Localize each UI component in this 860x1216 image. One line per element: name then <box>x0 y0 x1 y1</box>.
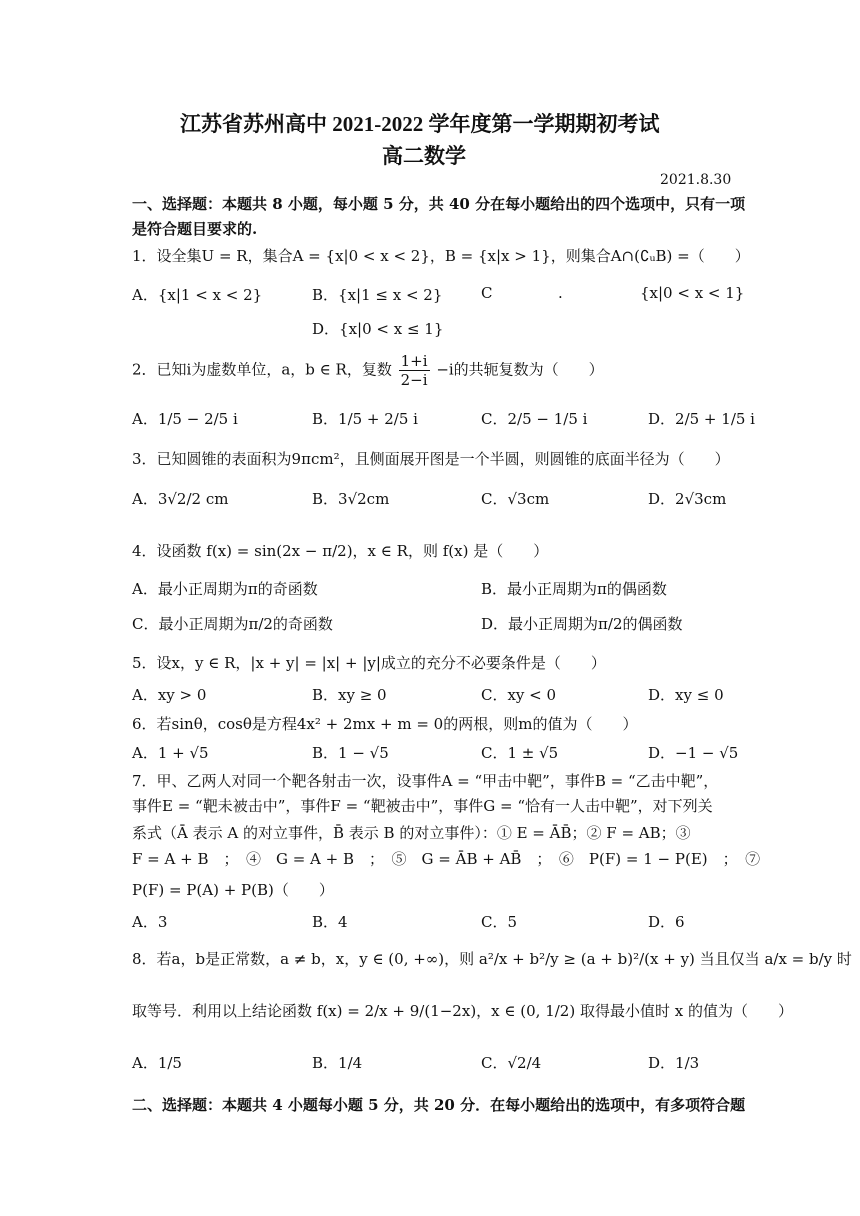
question-7-option-d: D．6 <box>648 913 685 931</box>
question-4-option-c: C．最小正周期为π/2的奇函数 <box>132 615 333 633</box>
question-4-option-d: D．最小正周期为π/2的偶函数 <box>481 615 683 633</box>
question-5-option-c: C．xy < 0 <box>481 686 557 704</box>
question-7-option-a: A．3 <box>132 913 168 931</box>
question-7-stem-line4: F = A + B ； ④ G = A + B ； ⑤ G = ĀB + AB̄ ； ⑥ P(F) = 1 − P(E) ； ⑦ <box>132 850 761 868</box>
question-3-option-b: B．3√2cm <box>312 490 390 508</box>
question-2-option-a: A．1/5 − 2/5 i <box>132 410 238 428</box>
question-5-stem: 5．设x，y ∈ R，|x + y| = |x| + |y|成立的充分不必要条件是（ ） <box>132 654 606 672</box>
question-6-stem: 6．若sinθ，cosθ是方程4x² + 2mx + m = 0的两根，则m的值为（ ） <box>132 715 638 733</box>
question-2-stem-b: −i的共轭复数为（ ） <box>436 360 604 379</box>
question-1-stem: 1．设全集U = R，集合A = {x|0 < x < 2}，B = {x|x > 1}，则集合A∩(∁ᵤB) =（ ） <box>132 247 750 265</box>
question-1-option-b: B．{x|1 ≤ x < 2} <box>312 286 443 304</box>
question-8-option-a: A．1/5 <box>132 1054 182 1072</box>
question-8-stem-line1: 8．若a，b是正常数，a ≠ b，x，y ∈ (0, +∞)，则 a²/x + b²/y ≥ (a + b)²/(x + y) 当且仅当 a/x = b/y 时 <box>132 950 852 968</box>
question-8-option-c: C．√2/4 <box>481 1054 542 1072</box>
section2-heading: 二、选择题：本题共 4 小题每小题 5 分，共 20 分．在每小题给出的选项中，有多项符合题 <box>132 1096 746 1114</box>
question-7-stem-line1: 7．甲、乙两人对同一个靶各射击一次，设事件A = “甲击中靶”，事件B = “乙击中靶”， <box>132 772 719 790</box>
question-1-option-c-label: C <box>481 284 493 302</box>
question-1-option-d: D．{x|0 < x ≤ 1} <box>312 320 444 338</box>
question-2-option-d: D．2/5 + 1/5 i <box>648 410 755 428</box>
question-3-option-c: C．√3cm <box>481 490 550 508</box>
question-7-stem-line2: 事件E = “靶未被击中”，事件F = “靶被击中”，事件G = “恰有一人击中靶”，对下列关 <box>132 797 713 815</box>
question-3-stem: 3．已知圆锥的表面积为9πcm²，且侧面展开图是一个半圆，则圆锥的底面半径为（ ） <box>132 450 730 468</box>
question-6-option-c: C．1 ± √5 <box>481 744 559 762</box>
question-7-stem-line5: P(F) = P(A) + P(B)（ ） <box>132 881 334 899</box>
question-7-option-b: B．4 <box>312 913 348 931</box>
complex-fraction <box>399 352 430 389</box>
question-4-option-b: B．最小正周期为π的偶函数 <box>481 580 667 598</box>
question-2-stem <box>132 352 604 389</box>
section1-heading-line1: 一、选择题：本题共 8 小题，每小题 5 分，共 40 分在每小题给出的四个选项中，只有一项 <box>132 195 746 213</box>
question-1-option-a: A．{x|1 < x < 2} <box>132 286 263 304</box>
question-5-option-d: D．xy ≤ 0 <box>648 686 724 704</box>
question-6-option-b: B．1 − √5 <box>312 744 389 762</box>
question-8-option-b: B．1/4 <box>312 1054 363 1072</box>
question-2-stem-a: 2．已知i为虚数单位，a，b ∈ R，复数 <box>132 360 392 379</box>
question-2-option-b: B．1/5 + 2/5 i <box>312 410 418 428</box>
question-2-option-c: C．2/5 − 1/5 i <box>481 410 588 428</box>
question-7-stem-line3: 系式（Ā 表示 A 的对立事件，B̄ 表示 B 的对立事件）：① E = ĀB̄；② F = AB；③ <box>132 824 691 842</box>
fraction-denominator: 2−i <box>400 371 428 389</box>
question-6-option-d: D．−1 − √5 <box>648 744 739 762</box>
fraction-numerator: 1+i <box>400 352 428 370</box>
question-5-option-a: A．xy > 0 <box>132 686 207 704</box>
question-3-option-a: A．3√2/2 cm <box>132 490 229 508</box>
question-4-stem: 4．设函数 f(x) = sin(2x − π/2)，x ∈ R，则 f(x) 是（ ） <box>132 542 549 560</box>
question-4-option-a: A．最小正周期为π的奇函数 <box>132 580 318 598</box>
question-1-option-c-value: {x|0 < x < 1} <box>640 284 745 302</box>
question-5-option-b: B．xy ≥ 0 <box>312 686 387 704</box>
section1-heading-line2: 是符合题目要求的. <box>132 220 258 238</box>
question-1-option-c-dot: . <box>558 284 563 302</box>
question-8-option-d: D．1/3 <box>648 1054 700 1072</box>
question-7-option-c: C．5 <box>481 913 518 931</box>
page-subtitle: 高二数学 <box>382 144 466 168</box>
question-8-stem-line2: 取等号．利用以上结论函数 f(x) = 2/x + 9/(1−2x)，x ∈ (0, 1/2) 取得最小值时 x 的值为（ ） <box>132 1002 793 1020</box>
question-6-option-a: A．1 + √5 <box>132 744 209 762</box>
question-3-option-d: D．2√3cm <box>648 490 727 508</box>
page-title: 江苏省苏州高中 2021-2022 学年度第一学期期初考试 <box>180 112 660 136</box>
exam-date: 2021.8.30 <box>660 172 732 188</box>
